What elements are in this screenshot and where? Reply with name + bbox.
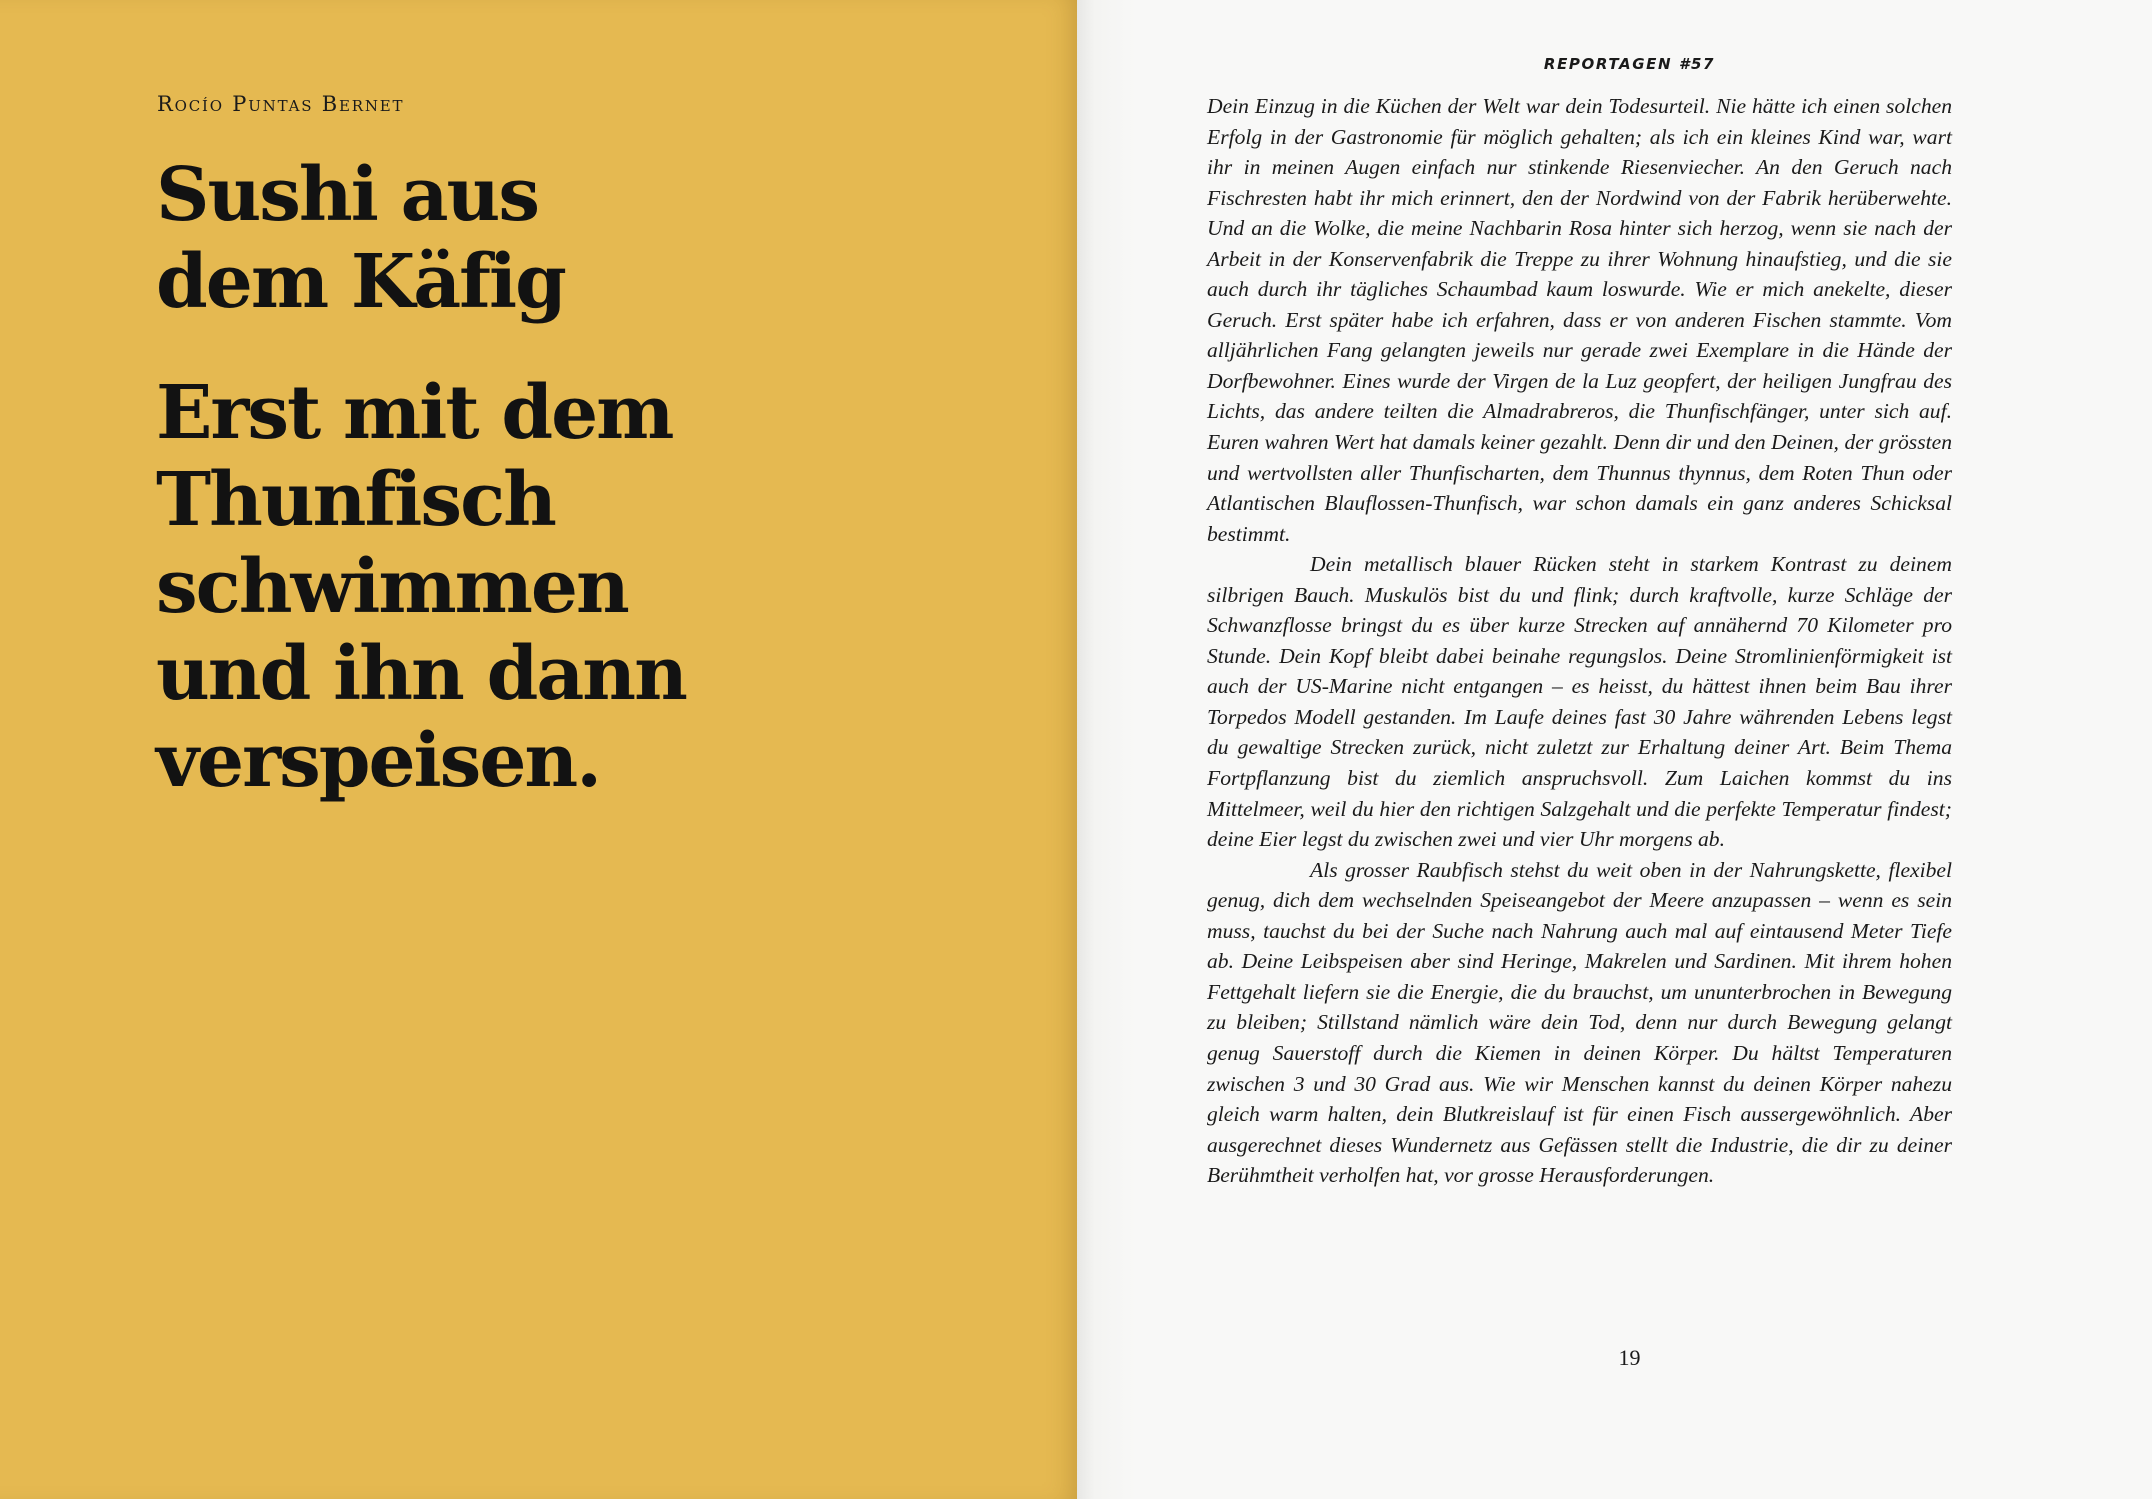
right-page — [1077, 0, 2152, 1499]
subtitle-line: verspeisen. — [156, 718, 600, 804]
article-title — [156, 152, 1036, 326]
subtitle-line: schwimmen — [156, 544, 628, 630]
article-subtitle — [156, 370, 1036, 805]
title-line: dem Käfig — [156, 239, 565, 325]
running-head: REPORTAGEN #57 — [1543, 55, 1716, 73]
author-name: Rocío Puntas Bernet — [157, 92, 405, 116]
body-paragraph: Dein metallisch blauer Rücken steht in starkem Kontrast zu deinem silbrigen Bauch. Muskulös bist du und flink; durch kraftvolle, kurze Schläge der Schwanzflosse bringst du es über kurze Strecken auf annähernd 70 Kilometer pro Stunde. Dein Kopf bleibt dabei beinahe regungslos. Deine Stromlinienförmigkeit ist auch der US-Marine nicht entgangen – es heisst, du hättest ihnen beim Bau ihrer Torpedos Modell gestanden. Im Laufe deines fast 30 Jahre währenden Lebens legst du gewaltige Strecken zurück, nicht zuletzt zur Erhaltung deiner Art. Beim Thema Fortpflanzung bist du ziemlich anspruchsvoll. Zum Laichen kommst du ins Mittelmeer, weil du hier den richtigen Salzgehalt und die perfekte Temperatur findest; deine Eier legst du zwischen zwei und vier Uhr morgens ab. — [1207, 552, 1952, 852]
subtitle-line: und ihn dann — [156, 631, 686, 717]
subtitle-line: Thunfisch — [156, 457, 555, 543]
subtitle-line: Erst mit dem — [156, 370, 673, 456]
body-paragraph: Als grosser Raubfisch stehst du weit oben in der Nahrungskette, flexibel genug, dich dem wechselnden Speiseangebot der Meere anzupassen – wenn es sein muss, tauchst du bei der Suche nach Nahrung auch mal auf eintausend Meter Tiefe ab. Deine Leibspeisen aber sind Heringe, Makrelen und Sardinen. Mit ihrem hohen Fettgehalt liefern sie die Energie, die du brauchst, um ununterbrochen in Bewegung zu bleiben; Stillstand nämlich wäre dein Tod, denn nur durch Bewegung gelangt genug Sauerstoff durch die Kiemen in deinen Körper. Du hältst Temperaturen zwischen 3 und 30 Grad aus. Wie wir Menschen kannst du deinen Körper nahezu gleich warm halten, dein Blutkreislauf ist für einen Fisch aussergewöhnlich. Aber ausgerechnet dieses Wundernetz aus Gefässen stellt die Industrie, die dir zu deiner Berühmtheit verholfen hat, vor grosse Herausforderungen. — [1207, 857, 1952, 1188]
body-paragraph: Dein Einzug in die Küchen der Welt war dein Todesurteil. Nie hätte ich einen solchen Erfolg in der Gastronomie für möglich gehalten; als ich ein kleines Kind war, wart ihr in meinen Augen einfach nur stinkende Riesenviecher. An den Geruch nach Fischresten habt ihr mich erinnert, den der Nordwind von der Fabrik herüberwehte. Und an die Wolke, die meine Nachbarin Rosa hinter sich herzog, wenn sie nach der Arbeit in der Konservenfabrik die Treppe zu ihrer Wohnung hinaufstieg, und die sie auch durch ihr tägliches Schaumbad kaum loswurde. Wie er mich anekelte, dieser Geruch. Erst später habe ich erfahren, dass er von anderen Fischen stammte. Vom alljährlichen Fang gelangten jeweils nur gerade zwei Exemplare in die Hände der Dorfbewohner. Eines wurde der Virgen de la Luz geopfert, der heiligen Jungfrau des Lichts, das andere teilten die Almadrabreros, die Thunfischfänger, unter sich auf. Euren wahren Wert hat damals keiner gezahlt. Denn dir und den Deinen, der grössten und wertvollsten aller Thunfischarten, dem Thunnus thynnus, dem Roten Thun oder Atlantischen Blauflossen-Thunfisch, war schon damals ein ganz anderes Schicksal bestimmt. — [1207, 94, 1952, 546]
title-line: Sushi aus — [156, 152, 538, 238]
page-number: 19 — [1618, 1345, 1641, 1370]
body-text — [1207, 91, 1952, 1191]
